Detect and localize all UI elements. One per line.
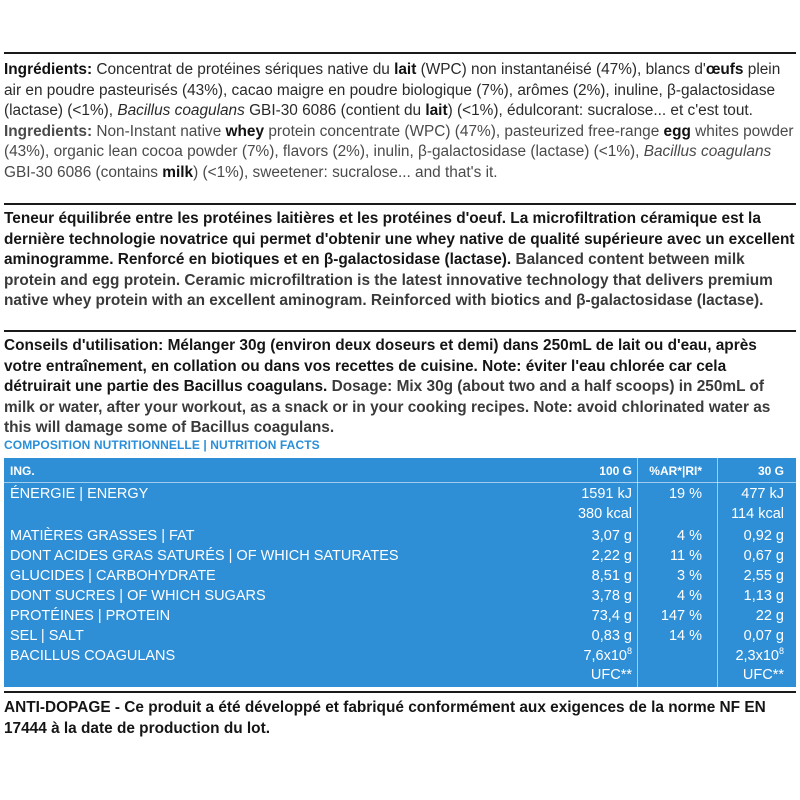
value-base: 2,3x10: [735, 648, 779, 664]
nutrition-table: [4, 458, 796, 687]
table-row: [4, 486, 796, 506]
value-30g: 0,67 g: [743, 548, 784, 564]
value-30g: 22 g: [755, 608, 784, 624]
table-row: [4, 506, 796, 526]
unit-ufc: UFC**: [742, 667, 784, 683]
ingredients-text: ) (<1%), sweetener: sucralose... and that's it.: [193, 163, 498, 181]
value-100g: 380 kcal: [577, 506, 632, 522]
table-row: [4, 628, 796, 648]
table-row: [4, 648, 796, 668]
divider: [4, 203, 796, 205]
value-100g: [583, 648, 632, 664]
value-100g: 0,83 g: [591, 628, 632, 644]
table-row: [4, 608, 796, 628]
table-row: [4, 588, 796, 608]
header-100g: 100 G: [599, 464, 632, 478]
header-ar-ri: %AR*|RI*: [649, 464, 702, 478]
row-label: DONT ACIDES GRAS SATURÉS | OF WHICH SATURATES: [10, 548, 399, 564]
row-label: PROTÉINES | PROTEIN: [10, 608, 171, 624]
allergen-milk: milk: [162, 163, 194, 181]
ingredients-fr-label: Ingrédients:: [4, 61, 93, 78]
value-ar: 3 %: [677, 568, 702, 584]
description-en: Balanced content between milk protein and egg protein. Ceramic microfiltration is the latest innovative technology that delivers premium native whey protein with an excellent aminogram. Reinforced with biotics and β-galactosidase (lactase).: [4, 251, 773, 309]
unit-ufc: UFC**: [590, 667, 632, 683]
ingredients-text: Non-Instant native: [92, 122, 226, 140]
anti-doping-notice: ANTI-DOPAGE - Ce produit a été développé et fabriqué conformément aux exigences de la norme NF EN 17444 à la date de production du lot.: [4, 699, 766, 737]
row-label: BACILLUS COAGULANS: [10, 648, 176, 664]
value-ar: 4 %: [677, 528, 702, 544]
ingredients-en-label: Ingredients:: [4, 122, 93, 140]
ingredients-text: whites powder (43%), organic lean cocoa powder (7%), flavors (2%), inulin, β-galactosidase (lactase) (<1%),: [4, 122, 794, 160]
ingredients-text: ) (<1%), édulcorant: sucralose... et c'est tout.: [447, 102, 753, 119]
header-ing: ING.: [10, 464, 35, 478]
header-30g: 30 G: [757, 464, 784, 478]
usage-paragraph: [4, 336, 796, 439]
value-100g: 8,51 g: [591, 568, 632, 584]
ingredients-text: protein concentrate (WPC) (47%), pasteurized free-range: [264, 122, 664, 140]
ingredients-text: GBI-30 6086 (contient du: [244, 102, 426, 119]
allergen-whey: whey: [225, 122, 265, 140]
table-row: [4, 548, 796, 568]
value-30g: 114 kcal: [731, 506, 784, 522]
value-100g: 73,4 g: [591, 608, 632, 624]
ingredients-text: plein air en poudre pasteurisés (43%), cacao maigre en poudre biologique (7%), arômes (2%), inuline, β-galactosidase (lactase) (<1%),: [4, 61, 781, 119]
value-base: 7,6x10: [583, 648, 627, 664]
row-label: ÉNERGIE | ENERGY: [10, 486, 149, 502]
allergen-milk: lait: [394, 61, 417, 78]
value-30g: 2,55 g: [743, 568, 784, 584]
composition-title: COMPOSITION NUTRITIONNELLE | NUTRITION FACTS: [4, 438, 320, 452]
usage-en: Dosage: Mix 30g (about two and a half scoops) in 250mL of milk or water, after your workout, as a snack or in your cooking recipes. Note: avoid chlorinated water as this will damage some of Bacillus coagulans.: [4, 378, 771, 436]
value-30g: 1,13 g: [743, 588, 784, 604]
value-ar: 147 %: [660, 608, 702, 624]
value-ar: 4 %: [677, 588, 702, 604]
bacillus-name: Bacillus coagulans: [117, 102, 245, 119]
table-header: [4, 464, 796, 484]
row-label: DONT SUCRES | OF WHICH SUGARS: [10, 588, 266, 604]
table-row: [4, 528, 796, 548]
ingredients-text: Concentrat de protéines sériques native du: [92, 61, 395, 78]
divider: [4, 52, 796, 54]
ingredients-paragraph: [4, 60, 796, 183]
value-100g: 3,78 g: [591, 588, 632, 604]
value-30g: 0,07 g: [743, 628, 784, 644]
value-30g: 0,92 g: [743, 528, 784, 544]
value-exponent: 8: [626, 646, 632, 657]
table-row: [4, 568, 796, 588]
row-label: SEL | SALT: [10, 628, 84, 644]
value-30g: [735, 648, 784, 664]
value-30g: 477 kJ: [741, 486, 784, 502]
ingredients-text: GBI-30 6086 (contains: [4, 163, 163, 181]
description-paragraph: [4, 209, 796, 312]
allergen-milk: lait: [425, 102, 448, 119]
value-ar: 19 %: [668, 486, 702, 502]
row-label: MATIÈRES GRASSES | FAT: [10, 528, 195, 544]
bacillus-name: Bacillus coagulans: [643, 143, 772, 160]
divider: [4, 330, 796, 332]
divider: [4, 691, 796, 693]
value-100g: 1591 kJ: [581, 486, 632, 502]
value-ar: 14 %: [668, 628, 702, 644]
usage-fr: Conseils d'utilisation: Mélanger 30g (environ deux doseurs et demi) dans 250mL de lait ou d'eau, après votre entraînement, en collation ou dans vos recettes de cuisine. Note: éviter l'eau chlorée car cela détruirait une partie des Bacillus coagulans.: [4, 337, 757, 395]
value-100g: 3,07 g: [591, 528, 632, 544]
value-exponent: 8: [778, 646, 784, 657]
value-ar: 11 %: [670, 548, 702, 564]
allergen-egg: egg: [663, 122, 691, 140]
description-fr: Teneur équilibrée entre les protéines laitières et les protéines d'oeuf. La microfiltration céramique est la dernière technologie novatrice qui permet d'obtenir une whey native de qualité supérieure avec un excellent aminogramme. Renforcé en biotiques et en β-galactosidase (lactase).: [4, 210, 795, 268]
allergen-egg: œufs: [705, 61, 744, 78]
value-100g: 2,22 g: [591, 548, 632, 564]
row-label: GLUCIDES | CARBOHYDRATE: [10, 568, 216, 584]
table-row: [4, 667, 796, 687]
ingredients-text: (WPC) non instantanéisé (47%), blancs d': [416, 61, 706, 78]
